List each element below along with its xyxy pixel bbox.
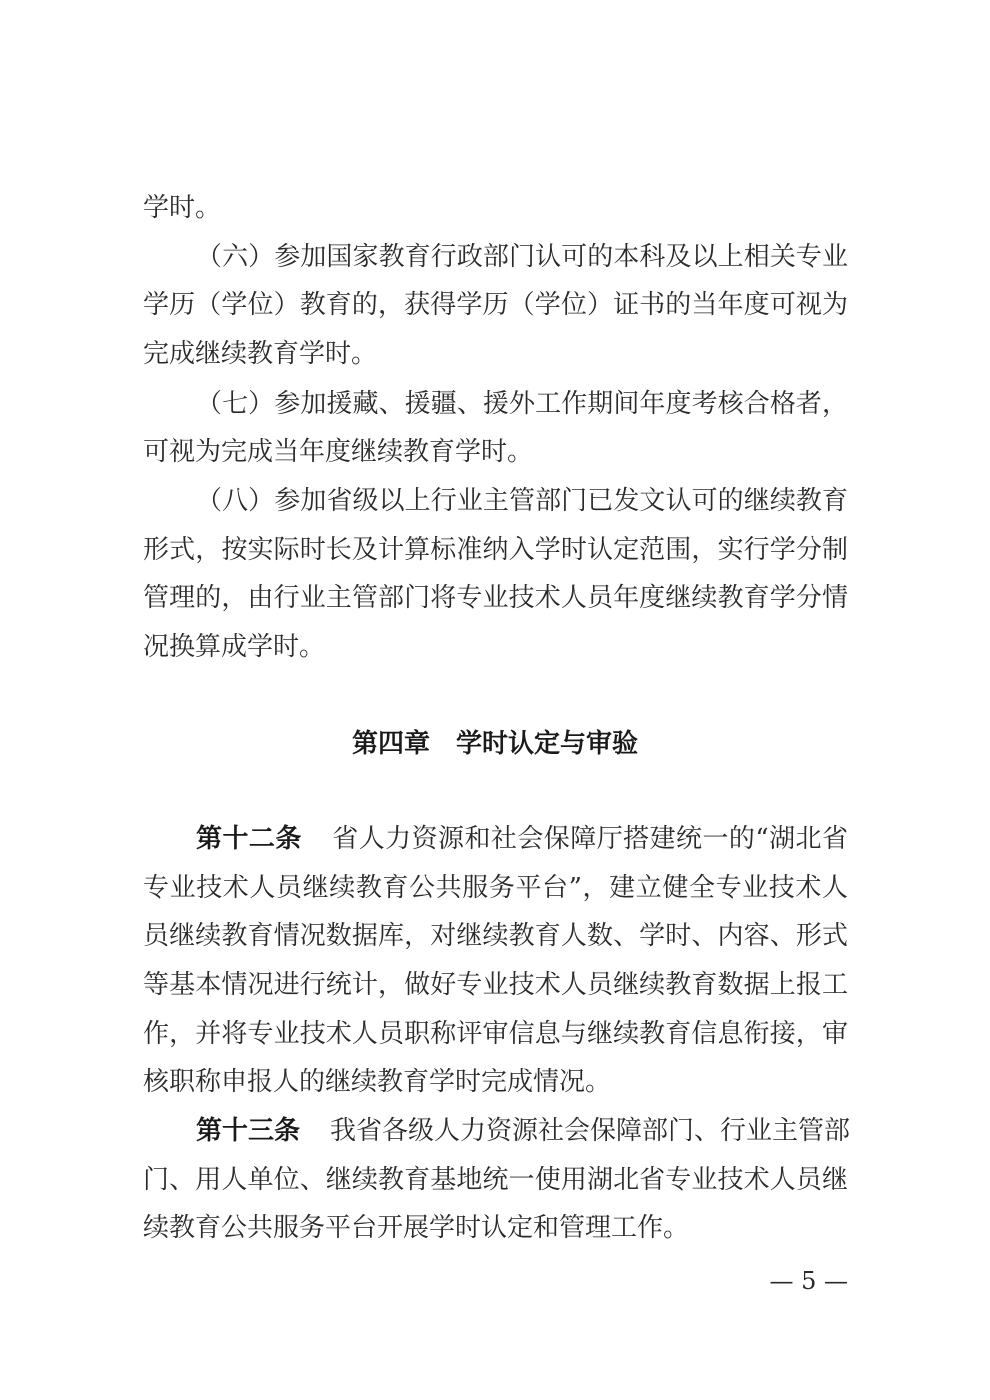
text-line: 完成继续教育学时。 [143,339,378,369]
article-12-text: 省人力资源和社会保障厅搭建统一的“湖北省 [331,824,848,854]
chapter-number: 第四章 [351,729,430,759]
text-line: 形式，按实际时长及计算标准纳入学时认定范围，实行学分制 [143,535,848,565]
text-line: （八）参加省级以上行业主管部门已发文认可的继续教育 [196,486,848,516]
chapter-title: 学时认定与审验 [456,729,639,759]
article-12-first-line [196,823,848,855]
page-number: — 5 — [769,1267,848,1295]
article-12-label: 第十二条 [196,824,302,854]
text-line: 核职称申报人的继续教育学时完成情况。 [143,1067,612,1097]
article-13-label: 第十三条 [196,1116,301,1146]
text-line: 况换算成学时。 [143,632,326,662]
text-line: 专业技术人员继续教育公共服务平台”，建立健全专业技术人 [143,873,848,903]
text-line: 作，并将专业技术人员职称评审信息与继续教育信息衔接，审 [143,1019,848,1049]
text-line: 管理的，由行业主管部门将专业技术人员年度继续教育学分情 [143,583,848,613]
text-line: 可视为完成当年度继续教育学时。 [143,437,534,467]
text-line: 等基本情况进行统计，做好专业技术人员继续教育数据上报工 [143,970,848,1000]
text-line: 学历（学位）教育的，获得学历（学位）证书的当年度可视为 [143,290,848,320]
text-line: （六）参加国家教育行政部门认可的本科及以上相关专业 [196,242,848,272]
text-line: 学时。 [143,193,222,223]
text-line: 员继续教育情况数据库，对继续教育人数、学时、内容、形式 [143,921,848,951]
article-13-first-line [196,1115,851,1147]
article-13-text: 我省各级人力资源社会保障部门、行业主管部 [330,1116,851,1146]
text-line: 续教育公共服务平台开展学时认定和管理工作。 [143,1213,690,1243]
text-line: （七）参加援藏、援疆、援外工作期间年度考核合格者， [196,389,848,419]
text-line: 门、用人单位、继续教育基地统一使用湖北省专业技术人员继 [143,1165,848,1195]
chapter-heading [0,728,990,760]
